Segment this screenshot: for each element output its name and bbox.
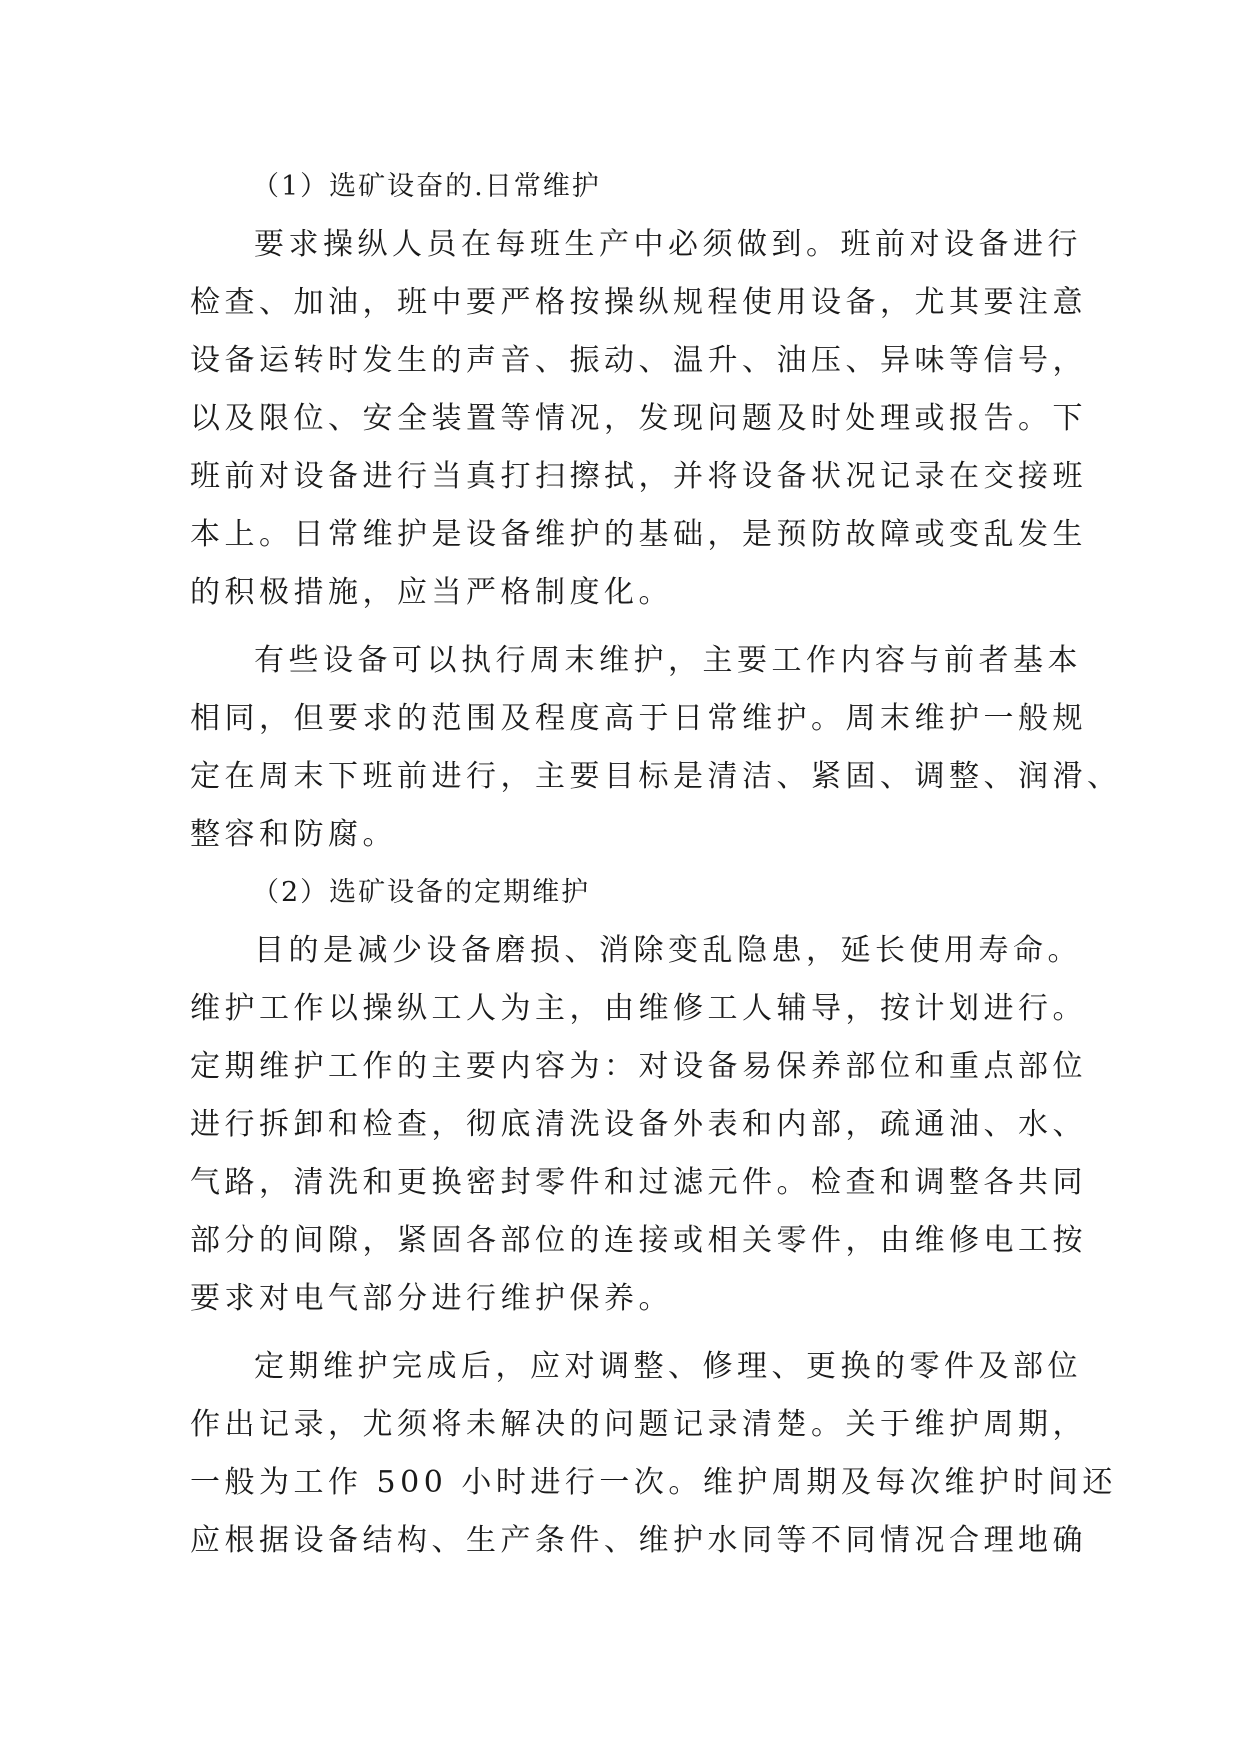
text-line: 目的是减少设备磨损、消除变乱隐患，延长使用寿命。 [254,933,1082,968]
text-line: 一般为工作 500 小时进行一次。维护周期及每次维护时间还 [190,1465,1117,1500]
text-line: 定期维护工作的主要内容为：对设备易保养部位和重点部位 [190,1049,1087,1084]
text-line: 以及限位、安全装置等情况，发现问题及时处理或报告。下 [190,401,1087,436]
text-line: 定期维护完成后，应对调整、修理、更换的零件及部位 [254,1349,1082,1384]
text-line: 要求对电气部分进行维护保养。 [190,1281,673,1316]
text-line: 的积极措施，应当严格制度化。 [190,575,673,610]
paragraph-weekend-maintenance [190,632,1122,864]
text-line: 相同，但要求的范围及程度高于日常维护。周末维护一般规 [190,701,1087,736]
text-line: 作出记录，尤须将未解决的问题记录清楚。关于维护周期， [190,1407,1087,1442]
text-line: 班前对设备进行当真打扫擦拭，并将设备状况记录在交接班 [190,459,1087,494]
text-line: 维护工作以操纵工人为主，由维修工人辅导，按计划进行。 [190,991,1087,1026]
paragraph-gap [190,1328,1052,1338]
section-heading-periodic-maintenance: （2）选矿设备的定期维护 [252,877,591,908]
text-line: 定在周末下班前进行，主要目标是清洁、紧固、调整、润滑、 [190,759,1122,794]
paragraph-gap [190,622,1052,632]
text-line: 要求操纵人员在每班生产中必须做到。班前对设备进行 [254,227,1082,262]
paragraph-periodic-purpose [190,922,1087,1328]
paragraph-periodic-records [190,1338,1117,1570]
text-line: 整容和防腐。 [190,817,397,852]
text-line: 进行拆卸和检查，彻底清洗设备外表和内部，疏通油、水、 [190,1107,1087,1142]
text-line: 应根据设备结构、生产条件、维护水同等不同情况合理地确 [190,1523,1087,1558]
text-line: 有些设备可以执行周末维护，主要工作内容与前者基本 [254,643,1082,678]
text-line: 检查、加油，班中要严格按操纵规程使用设备，尤其要注意 [190,285,1087,320]
text-line: 部分的间隙，紧固各部位的连接或相关零件，由维修电工按 [190,1223,1087,1258]
section-heading-daily-maintenance: （1）选矿设奋的.日常维护 [252,171,601,202]
document-body [190,158,1122,1570]
text-line: 气路，清洗和更换密封零件和过滤元件。检查和调整各共同 [190,1165,1087,1200]
text-line: 设备运转时发生的声音、振动、温升、油压、异味等信号， [190,343,1087,378]
paragraph-daily-requirements [190,216,1087,622]
text-line: 本上。日常维护是设备维护的基础，是预防故障或变乱发生 [190,517,1087,552]
